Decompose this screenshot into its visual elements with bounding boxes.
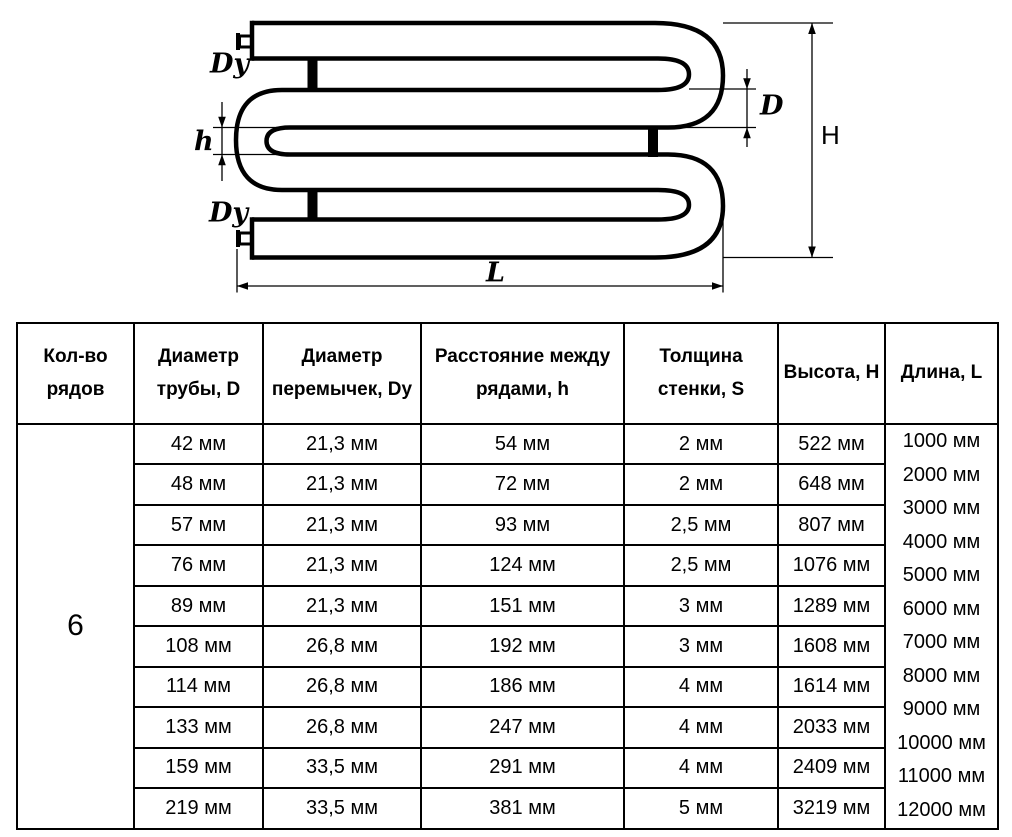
table-cell-row_gap: 151 мм [421,586,624,626]
table-cell-pipe_d: 76 мм [134,545,263,585]
table-cell-height: 2033 мм [778,707,885,747]
table-cell-row_gap: 186 мм [421,667,624,707]
table-cell-bridge_d: 33,5 мм [263,788,421,828]
table-cell-pipe_d: 219 мм [134,788,263,828]
length-item: 2000 мм [902,463,981,486]
length-item: 5000 мм [902,564,981,587]
table-cell-pipe_d: 42 мм [134,424,263,464]
snake-inner [236,59,689,220]
jumper-top-left [308,57,318,93]
table-cell-bridge_d: 33,5 мм [263,748,421,788]
length-item: 8000 мм [902,664,981,687]
table-row [17,626,998,666]
header-cell-rows: Кол-во рядов [17,323,134,424]
table-cell-height: 522 мм [778,424,885,464]
length-item: 1000 мм [902,430,981,452]
table-cell-pipe_d: 89 мм [134,586,263,626]
row-count-cell: 6 [17,424,134,829]
table-row [17,748,998,788]
table-row [17,464,998,504]
header-cell-length: Длина, L [885,323,998,424]
table-cell-height: 1076 мм [778,545,885,585]
table-cell-wall: 2 мм [624,424,778,464]
jumper-middle-right [648,126,658,158]
table-cell-bridge_d: 26,8 мм [263,707,421,747]
d-label: D [760,90,784,122]
table-cell-height: 1289 мм [778,586,885,626]
table-cell-wall: 4 мм [624,748,778,788]
dy-top-label: Dy [210,48,250,80]
header-cell-height: Высота, H [778,323,885,424]
table-cell-pipe_d: 57 мм [134,505,263,545]
header-cell-wall: Толщина стенки, S [624,323,778,424]
h-label: h [194,126,214,157]
table-cell-height: 807 мм [778,505,885,545]
table-cell-row_gap: 54 мм [421,424,624,464]
spec-table-header [17,323,998,424]
table-cell-row_gap: 381 мм [421,788,624,828]
header-row [17,323,998,424]
table-cell-wall: 2,5 мм [624,545,778,585]
table-cell-height: 3219 мм [778,788,885,828]
table-cell-bridge_d: 26,8 мм [263,667,421,707]
jumper-bridges [308,57,659,222]
register-diagram [0,0,1012,310]
table-cell-bridge_d: 21,3 мм [263,545,421,585]
table-row [17,424,998,464]
table-cell-wall: 3 мм [624,626,778,666]
table-cell-bridge_d: 21,3 мм [263,464,421,504]
table-cell-wall: 2,5 мм [624,505,778,545]
dy-bottom-label: Dy [209,197,249,229]
table-row [17,707,998,747]
spec-table [16,322,999,830]
table-cell-wall: 5 мм [624,788,778,828]
table-cell-wall: 4 мм [624,667,778,707]
header-cell-pipe-diameter: Диаметр трубы, D [134,323,263,424]
height-label: H [821,120,840,150]
length-dimension [237,212,723,293]
table-cell-row_gap: 124 мм [421,545,624,585]
table-cell-height: 1614 мм [778,667,885,707]
spec-table-body [17,424,998,829]
dimension-lines [213,23,833,293]
table-cell-height: 2409 мм [778,748,885,788]
table-cell-row_gap: 72 мм [421,464,624,504]
length-item: 7000 мм [902,631,981,654]
header-cell-row-gap: Расстояние между рядами, h [421,323,624,424]
table-cell-row_gap: 192 мм [421,626,624,666]
length-item: 3000 мм [902,497,981,520]
table-cell-wall: 3 мм [624,586,778,626]
jumper-bottom-left [308,188,318,222]
length-item: 11000 мм [897,765,986,788]
table-cell-pipe_d: 114 мм [134,667,263,707]
table-cell-bridge_d: 21,3 мм [263,424,421,464]
table-cell-row_gap: 93 мм [421,505,624,545]
length-label: L [486,257,505,289]
length-item: 9000 мм [902,698,981,721]
table-cell-pipe_d: 133 мм [134,707,263,747]
length-list-cell [885,424,998,829]
table-row [17,788,998,828]
table-cell-bridge_d: 21,3 мм [263,505,421,545]
table-cell-bridge_d: 26,8 мм [263,626,421,666]
table-cell-row_gap: 247 мм [421,707,624,747]
table-cell-pipe_d: 159 мм [134,748,263,788]
header-cell-bridge-diameter: Диаметр перемычек, Dy [263,323,421,424]
table-cell-wall: 2 мм [624,464,778,504]
length-item: 6000 мм [902,597,981,620]
length-item: 4000 мм [902,530,981,553]
h-dimension [213,102,293,181]
length-item: 10000 мм [897,731,986,754]
length-item: 12000 мм [897,799,986,822]
table-cell-bridge_d: 21,3 мм [263,586,421,626]
table-cell-wall: 4 мм [624,707,778,747]
table-cell-pipe_d: 48 мм [134,464,263,504]
height-dimension [723,23,833,258]
table-row [17,667,998,707]
table-cell-height: 648 мм [778,464,885,504]
table-row [17,505,998,545]
table-cell-row_gap: 291 мм [421,748,624,788]
table-row [17,545,998,585]
table-cell-height: 1608 мм [778,626,885,666]
table-row [17,586,998,626]
table-cell-pipe_d: 108 мм [134,626,263,666]
